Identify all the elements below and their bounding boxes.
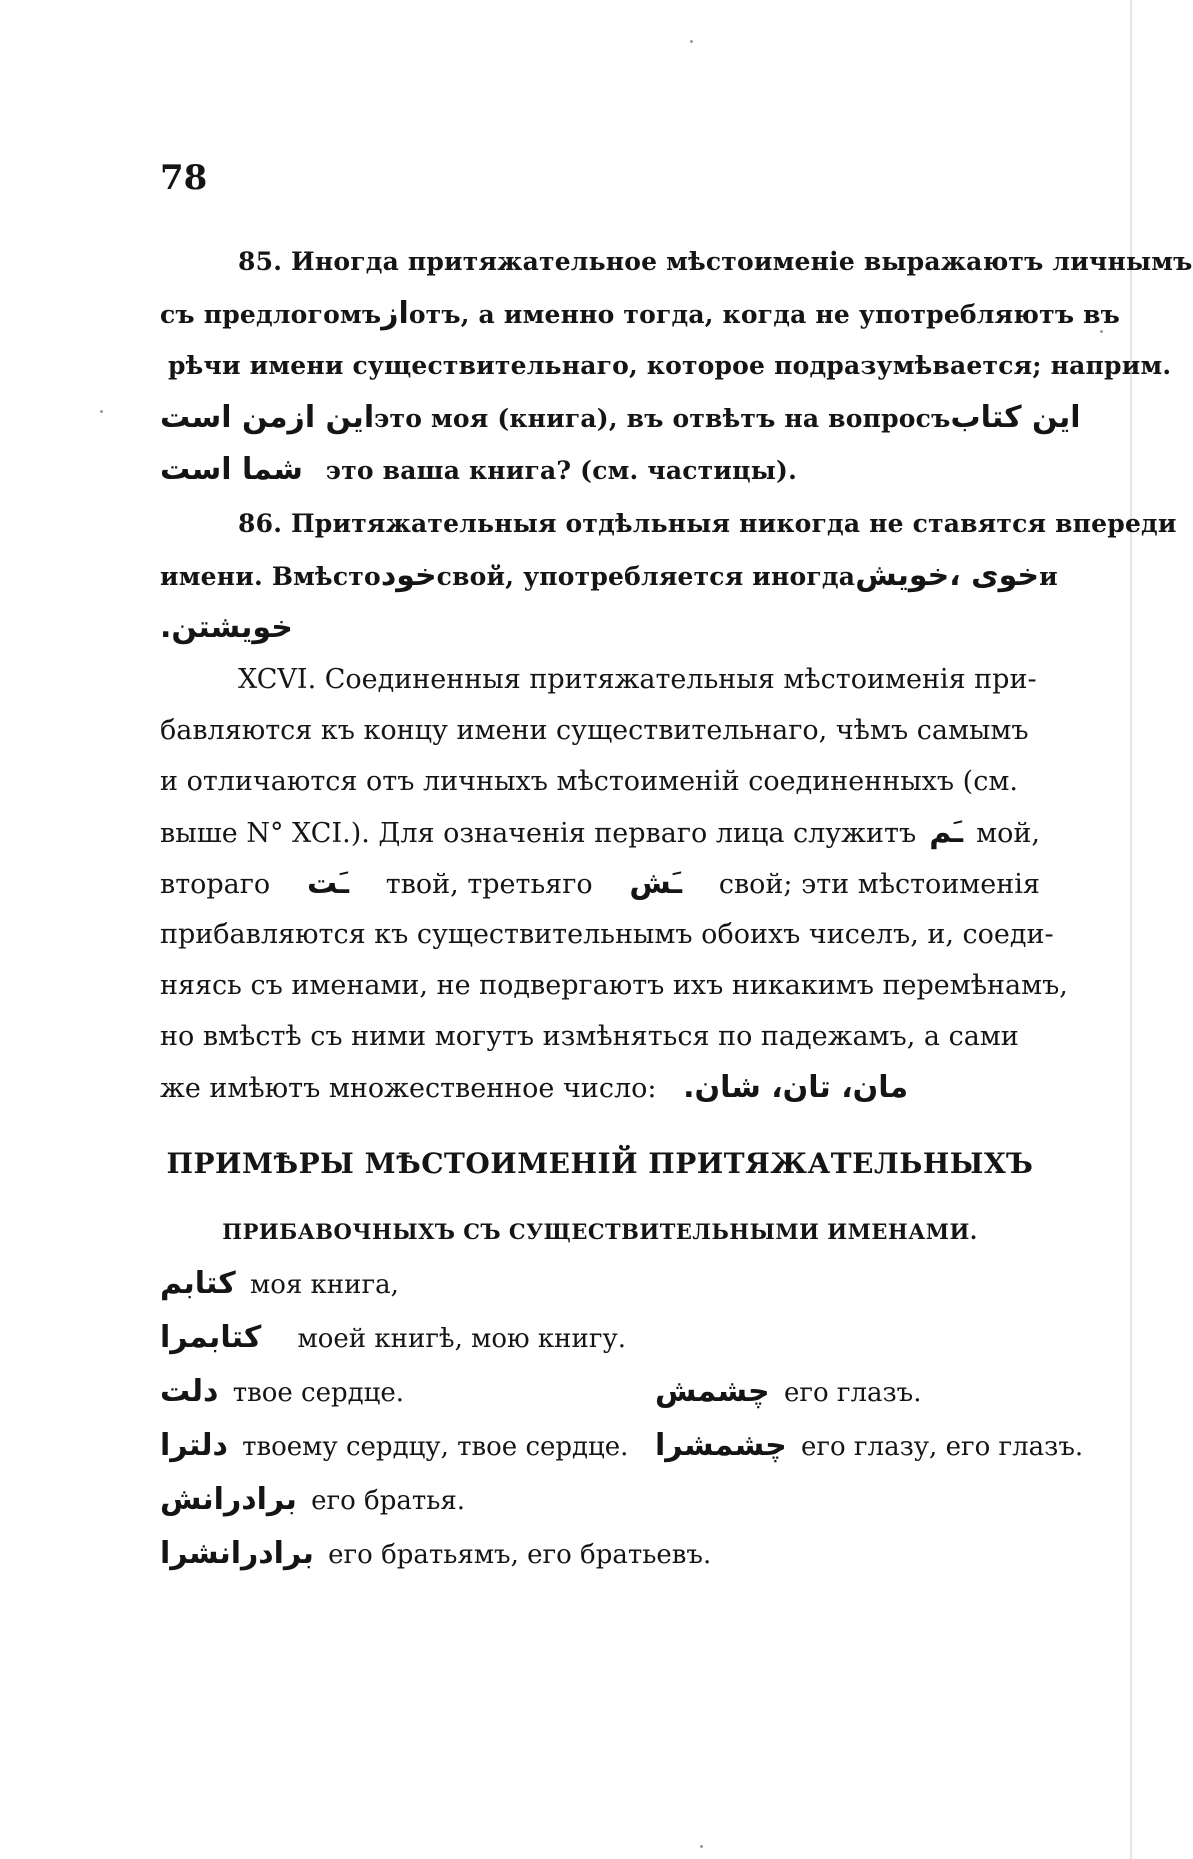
persian-phrase: این کتاب — [950, 400, 1081, 435]
example-row — [160, 1262, 399, 1307]
persian-word: خود — [380, 558, 437, 593]
para85-line3 — [168, 342, 1172, 390]
example-row — [160, 1316, 626, 1361]
persian-word: خوی ،خویش — [855, 558, 1040, 593]
translation: моей книгѣ, мою книгу. — [297, 1324, 627, 1354]
persian-word: چشمشرا — [655, 1428, 787, 1463]
text: 85. Иногда притяжательное мѣстоименіе выражаютъ личнымъ — [238, 247, 1193, 276]
para86-line3 — [160, 604, 1040, 653]
xcvi-line8: но вмѣстѣ съ ними могутъ измѣняться по падежамъ, а сами — [160, 1021, 1019, 1052]
persian-word: برادرانشرا — [160, 1536, 314, 1571]
example-row — [160, 1478, 465, 1523]
xcvi-line6: прибавляются къ существительнымъ обоихъ чиселъ, и, соеди- — [160, 919, 1054, 950]
text: рѣчи имени существительнаго, которое подразумѣвается; наприм. — [168, 351, 1172, 380]
xcvi-line5 — [160, 860, 1040, 909]
page-edge — [1130, 0, 1132, 1859]
text: свой; эти мѣстоименія — [718, 869, 1040, 900]
translation: твое сердце. — [232, 1378, 404, 1408]
persian-word: برادرانش — [160, 1482, 297, 1517]
persian-suffix: ـَم — [929, 815, 964, 850]
text: имени. Вмѣсто — [160, 562, 381, 591]
scan-speck — [100, 410, 103, 413]
xcvi-line4 — [160, 809, 1040, 858]
persian-word: کتابمرا — [160, 1320, 262, 1355]
persian-word: چشمش — [655, 1374, 770, 1409]
persian-suffixes: مان، تان، شان. — [683, 1070, 909, 1105]
example-row — [160, 1424, 628, 1469]
persian-word: از — [381, 296, 409, 331]
translation: моя книга, — [250, 1270, 399, 1300]
text: же имѣютъ множественное число: — [160, 1073, 657, 1104]
xcvi-line9 — [160, 1064, 1040, 1113]
persian-phrase: شما است — [160, 452, 303, 487]
text: это моя (книга), въ отвѣтъ на вопросъ — [374, 404, 951, 433]
para85-line5 — [160, 446, 1040, 495]
translation: его братьямъ, его братьевъ. — [328, 1540, 712, 1570]
text: выше N° XCI.). Для означенія перваго лица служитъ — [160, 818, 917, 849]
translation: его глазъ. — [783, 1378, 922, 1408]
text: втораго — [160, 869, 271, 900]
xcvi-line7: няясь съ именами, не подвергаютъ ихъ никакимъ перемѣнамъ, — [160, 970, 1068, 1001]
text: и — [1039, 562, 1058, 591]
persian-phrase: این ازمن است — [160, 400, 375, 435]
persian-word: خویشتن. — [160, 610, 293, 645]
text: мой, — [976, 818, 1040, 849]
examples-heading: ПРИМѢРЫ МѢСТОИМЕНІЙ ПРИТЯЖАТЕЛЬНЫХЪ — [166, 1147, 1034, 1180]
para85-line1 — [238, 238, 1193, 286]
persian-suffix: ـَش — [629, 866, 683, 901]
persian-word: کتابم — [160, 1266, 236, 1301]
page-number: 78 — [160, 158, 208, 198]
xcvi-line1: XCVI. Соединенныя притяжательныя мѣстоименія при- — [238, 664, 1037, 695]
persian-suffix: ـَت — [306, 866, 349, 901]
text: 86. Притяжательныя отдѣльныя никогда не ставятся впереди — [238, 509, 1177, 538]
translation: его глазу, его глазъ. — [801, 1432, 1084, 1462]
text: отъ, а именно тогда, когда не употребляютъ въ — [408, 300, 1121, 329]
xcvi-line2: бавляются къ концу имени существительнаго, чѣмъ самымъ — [160, 715, 1029, 746]
persian-word: دلترا — [160, 1428, 228, 1463]
text: свой, употребляется иногда — [436, 562, 856, 591]
examples-subheading: ПРИБАВОЧНЫХЪ СЪ СУЩЕСТВИТЕЛЬНЫМИ ИМЕНАМИ. — [222, 1219, 978, 1244]
para85-line2 — [160, 290, 1121, 339]
translation: его братья. — [311, 1486, 466, 1516]
translation: твоему сердцу, твое сердце. — [242, 1432, 629, 1462]
para85-line4 — [160, 394, 1081, 443]
example-row-right — [655, 1424, 1083, 1469]
text: это ваша книга? (см. частицы). — [325, 456, 797, 485]
example-row-right — [655, 1370, 922, 1415]
text: твой, третьяго — [385, 869, 593, 900]
example-row — [160, 1370, 404, 1415]
text: съ предлогомъ — [160, 300, 382, 329]
example-row — [160, 1532, 711, 1577]
para86-line1 — [238, 500, 1177, 548]
scan-speck — [690, 40, 693, 43]
xcvi-line3: и отличаются отъ личныхъ мѣстоименій соединенныхъ (см. — [160, 766, 1018, 797]
para86-line2 — [160, 552, 1058, 601]
scan-speck — [700, 1845, 703, 1848]
persian-word: دلت — [160, 1374, 219, 1409]
